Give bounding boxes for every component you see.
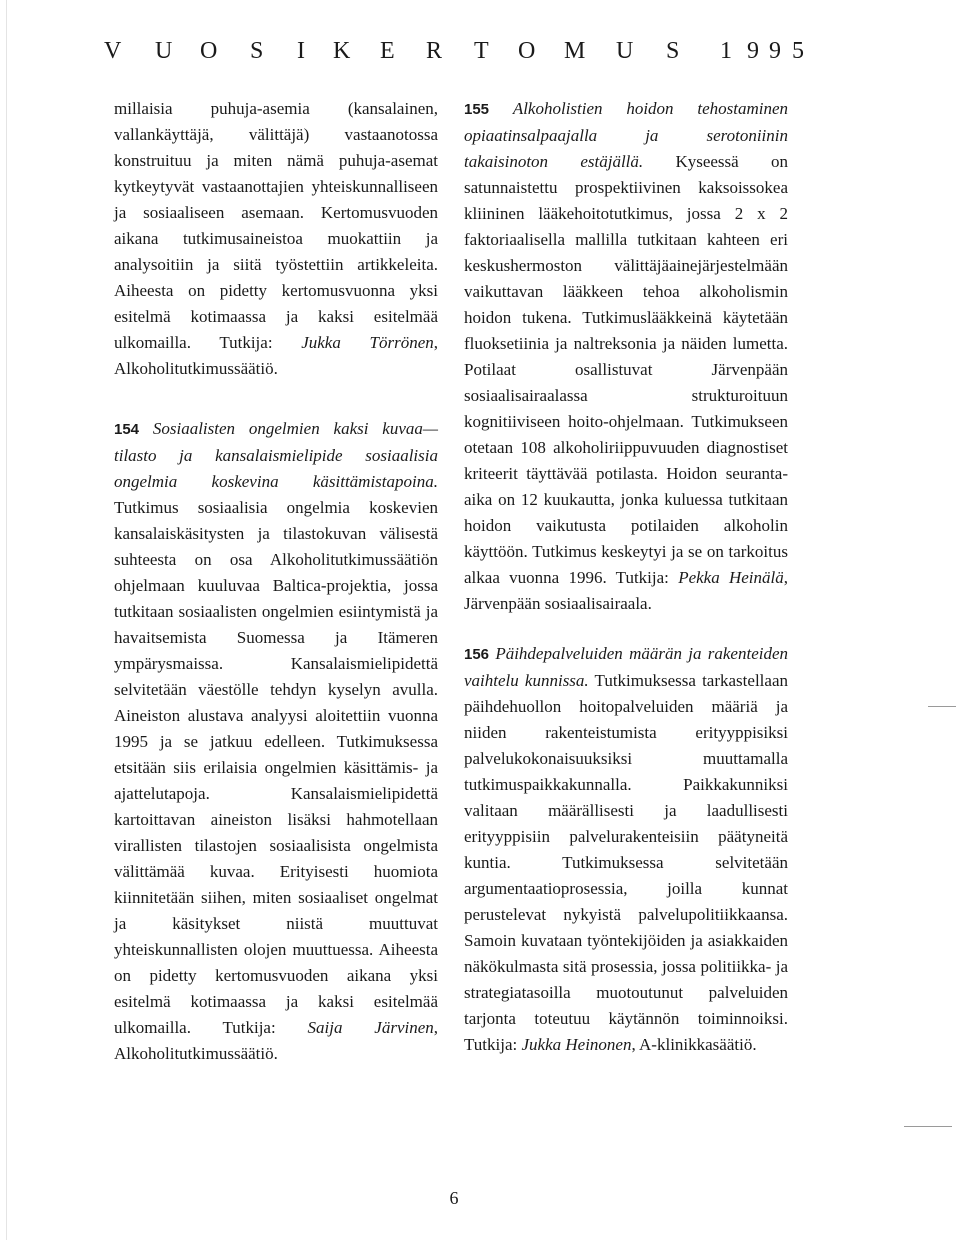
scan-edge-line — [6, 0, 7, 1240]
header-letter: O — [200, 38, 218, 64]
header-letter: K — [333, 38, 351, 64]
entry-number: 155 — [464, 101, 490, 118]
entry-number: 154 — [114, 421, 140, 438]
entry-154 — [114, 416, 438, 1067]
header-letter: U — [155, 38, 173, 64]
header-letter: M — [564, 38, 586, 64]
paragraph-affiliation: , Alkoholitutkimussäätiö. — [114, 333, 439, 378]
entry-155 — [464, 96, 788, 617]
entry-affiliation: , Järvenpään sosiaalisairaala. — [464, 568, 789, 613]
paragraph-text: millaisia puhuja-asemia (kansalainen, vallankäyttäjä, välittäjä) vastaanotossa konstruituu ja miten nämä puhuja-asemat kytkeytyvät vastaanottajien yhteiskunnalliseen ja sosiaaliseen asemaan. Kertomusvuoden aikana tutkimusaineistoa muokattiin ja analysoitiin ja siitä työstettiin artikkeleita. Aiheesta on pidetty kertomusvuonna yksi esitelmä kotimaassa ja kaksi esitelmää ulkomailla. Tutkija: — [114, 99, 438, 352]
entry-body: Tutkimus sosiaalisia ongelmia koskevien kansalaiskäsitysten ja tilastokuvan välisestä suhteesta on osa Alkoholitutkimussäätiön ohjelmaan kuuluvaa Baltica-projektia, jossa tutkitaan sosiaalisten ongelmien esiintymistä ja havaitsemista Suomessa ja Itämeren ympärysmaissa. Kansalaismielipidettä selvitetään väestölle tehdyn kyselyn avulla. Aineiston alustava analyysi aloitettiin vuonna 1995 ja se jatkuu edelleen. Tutkimuksessa etsitään siis erilaisia ongelmien käsittämis- ja ajattelutapoja. Kansalaismielipidettä kartoittavan aineiston lisäksi hahmotellaan virallisten tilastojen sosiaalisista ongelmista välittämää kuvaa. Erityisesti huomiota kiinnitetään siihen, miten sosiaaliset ongelmat ja käsitykset niistä muuttuvat yhteiskunnallisten olojen muuttuessa. Aiheesta on pidetty kertomusvuoden aikana yksi esitelmä kotimaassa ja kaksi esitelmää ulkomailla. Tutkija: — [114, 498, 438, 1037]
header-letter: O — [518, 38, 536, 64]
researcher-name: Jukka Heinonen — [521, 1035, 632, 1054]
header-letter: 1 — [720, 38, 732, 64]
header-letter: S — [666, 38, 680, 64]
entry-body: Kyseessä on satunnaistettu prospektiivinen kaksoissokea kliininen lääkehoitotutkimus, jossa 2 x 2 faktoriaalisella mallilla tutkitaan kahteen eri keskushermoston välittäjäainejärjestelmään vaikuttavan lääkkeen tehoa alkoholismin hoidon tukena. Tutkimuslääkkeinä käytetään fluoksetiinia ja naltreksonia ja näiden lumetta. Potilaat osallistuvat Järvenpään sosiaalisairaalassa strukturoituun kognitiiviseen hoito-ohjelmaan. Tutkimukseen otetaan 108 alkoholiriippuvuuden diagnostiset kriteerit täyttävää potilasta. Hoidon seuranta-aika on 12 kuukautta, jonka kuluessa tutkitaan hoidon vaikutusta potilaiden alkoholin käyttöön. Tutkimus keskeytyi ja se on tarkoitus alkaa vuonna 1996. Tutkija: — [464, 152, 789, 587]
header-letter: S — [250, 38, 264, 64]
crop-mark — [928, 706, 956, 707]
entry-affiliation: , Alkoholitutkimussäätiö. — [114, 1018, 439, 1063]
left-column — [114, 96, 438, 1091]
header-letter: R — [426, 38, 443, 64]
running-header — [104, 30, 804, 70]
entry-title: Sosiaalisten ongelmien kaksi kuvaa—tilasto ja kansalaismielipide sosiaalisia ongelmia koskevina käsittämistapoina. — [114, 419, 439, 491]
header-letter: V — [104, 38, 122, 64]
entry-body: Tutkimuksessa tarkastellaan päihdehuollon hoitopalveluiden määriä ja niiden rakenteistumista erityyppisiksi palvelukokonaisuuksiksi muuttamalla tutkimuspaikkakunnalla. Paikkakunniksi valitaan määrällisesti ja laadullisesti erityyppisiin palvelurakenteisiin päätyneitä kuntia. Tutkimuksessa selvitetään argumentaatioprosessia, joilla kunnat perustelevat nykyistä palvelupolitiikkaansa. Samoin kuvataan työntekijöiden ja asiakkaiden näkökulmasta sitä prosessia, jossa politiikka- ja strategiatasoilla muotoutunut palveluiden tarjonta toteutuu käytännön toiminnoiksi. Tutkija: — [464, 671, 788, 1054]
header-letter: I — [297, 38, 305, 64]
researcher-name: Jukka Törrönen — [301, 333, 434, 352]
entry-title: Alkoholistien hoidon tehostaminen opiaatinsalpaajalla ja serotoniinin takaisinoton estäjällä. — [464, 99, 788, 171]
header-letter: U — [616, 38, 634, 64]
header-letter: E — [380, 38, 395, 64]
researcher-name: Saija Järvinen — [307, 1018, 434, 1037]
page-number: 6 — [449, 1188, 459, 1208]
header-letter: 9 — [747, 38, 759, 64]
entry-156 — [464, 641, 788, 1058]
researcher-name: Pekka Heinälä — [678, 568, 784, 587]
paragraph-continued — [114, 96, 438, 382]
entry-title: Päihdepalveluiden määrän ja rakenteiden vaihtelu kunnissa. — [464, 644, 789, 690]
header-letter: T — [474, 38, 489, 64]
header-letter: 5 — [792, 38, 804, 64]
header-letter: 9 — [769, 38, 781, 64]
crop-mark — [904, 1126, 952, 1127]
entry-number: 156 — [464, 646, 490, 663]
entry-affiliation: , A-klinikkasäätiö. — [631, 1035, 757, 1054]
right-column — [464, 96, 788, 1082]
